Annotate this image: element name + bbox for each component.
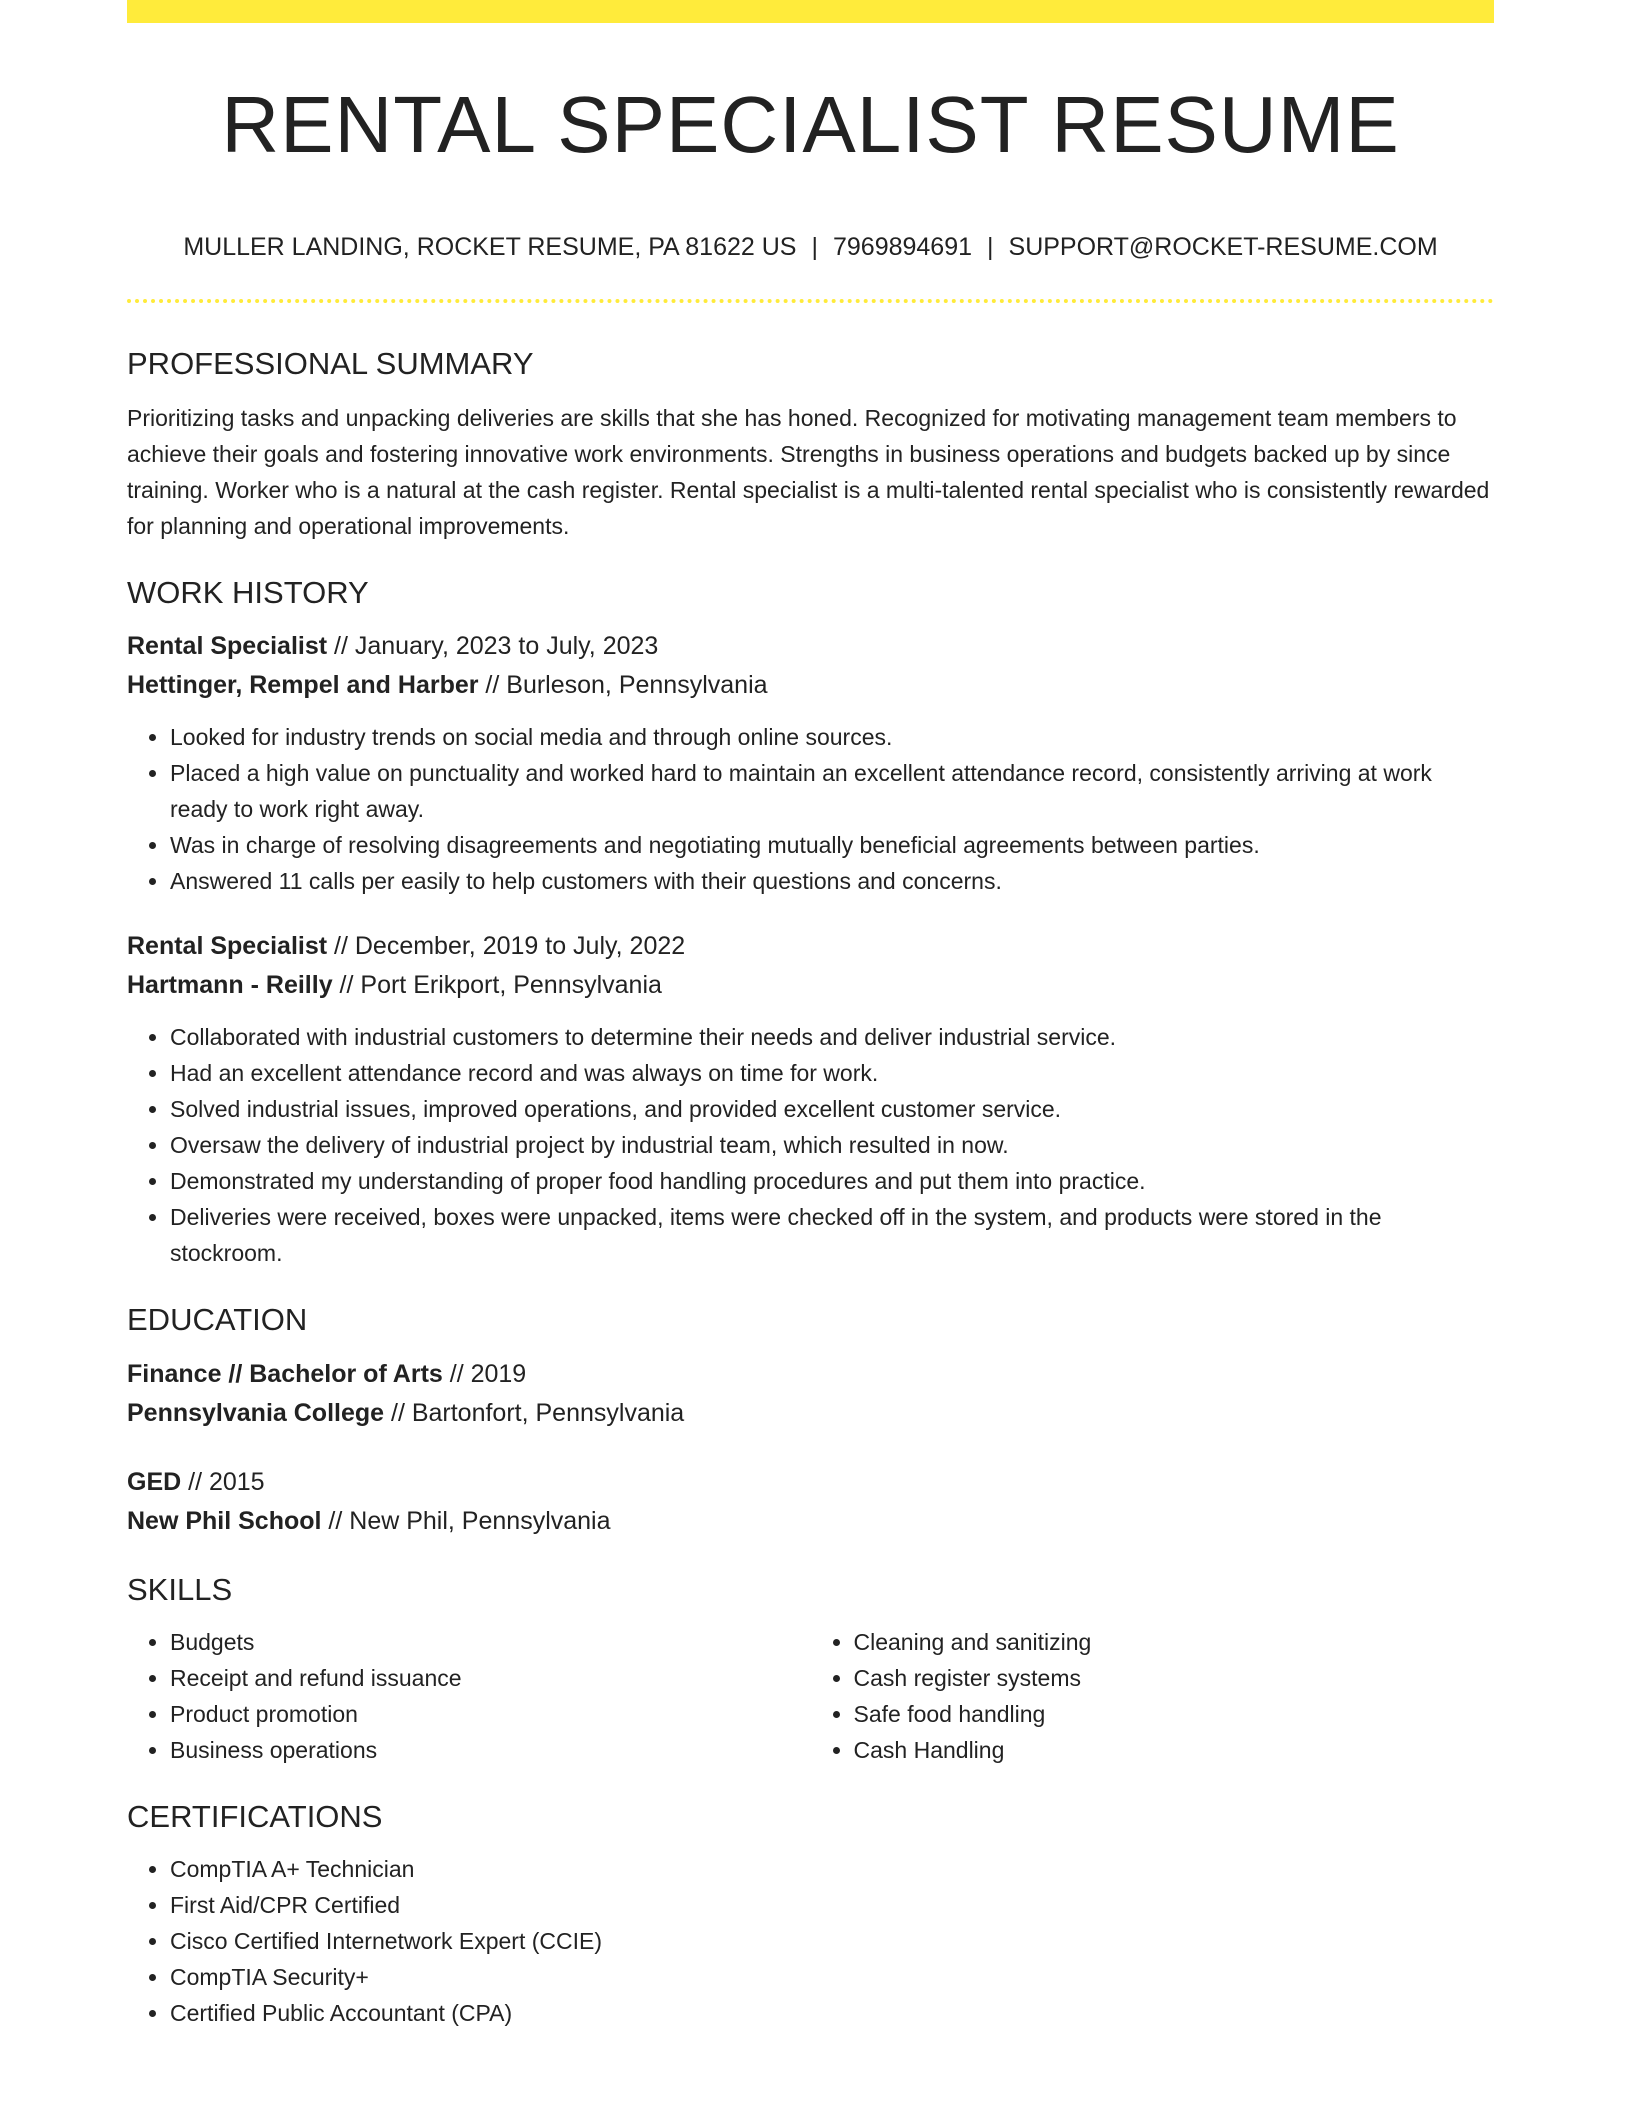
- certifications-list: [127, 1851, 1494, 2031]
- list-item: • Deliveries were received, boxes were unpacked, items were checked off in the system, and products were stored in the stockroom.: [170, 1199, 1494, 1271]
- list-item: • CompTIA Security+: [170, 1959, 1494, 1995]
- education-heading: EDUCATION: [127, 1302, 308, 1338]
- list-item: • Solved industrial issues, improved operations, and provided excellent customer service.: [170, 1091, 1494, 1127]
- job-company-line: [127, 666, 1494, 705]
- resume-page: [127, 0, 1494, 2031]
- job-location: // Port Erikport, Pennsylvania: [332, 971, 662, 1000]
- skills-list-left: [127, 1624, 811, 1768]
- skills-grid: [127, 1624, 1494, 1768]
- list-item: • First Aid/CPR Certified: [170, 1887, 1494, 1923]
- dotted-divider: [127, 299, 1494, 303]
- job-company: Hettinger, Rempel and Harber: [127, 671, 479, 700]
- contact-line: [127, 235, 1494, 260]
- contact-phone: 7969894691: [832, 233, 973, 261]
- list-item: • Business operations: [170, 1732, 811, 1768]
- education-school-line: [127, 1394, 1494, 1433]
- job-title-line: [127, 927, 1494, 966]
- list-item: • Answered 11 calls per easily to help customers with their questions and concerns.: [170, 863, 1494, 899]
- education-entry: [127, 1463, 1494, 1541]
- list-item: • Looked for industry trends on social media and through online sources.: [170, 719, 1494, 755]
- list-item: • Product promotion: [170, 1696, 811, 1732]
- education-school: Pennsylvania College: [127, 1398, 385, 1427]
- contact-email: SUPPORT@ROCKET-RESUME.COM: [1008, 233, 1438, 261]
- contact-separator: |: [811, 233, 818, 261]
- education-degree: GED: [127, 1467, 182, 1496]
- skills-list-right: [811, 1624, 1495, 1768]
- job-location: // Burleson, Pennsylvania: [478, 671, 768, 700]
- job-entry: [127, 627, 1494, 899]
- education-degree-line: [127, 1355, 1494, 1394]
- list-item: • Cleaning and sanitizing: [854, 1624, 1495, 1660]
- skills-heading: SKILLS: [127, 1571, 233, 1607]
- list-item: • Certified Public Accountant (CPA): [170, 1995, 1494, 2031]
- list-item: • Receipt and refund issuance: [170, 1660, 811, 1696]
- job-company: Hartmann - Reilly: [127, 971, 333, 1000]
- list-item: • Cash register systems: [854, 1660, 1495, 1696]
- education-school-line: [127, 1502, 1494, 1541]
- list-item: • Safe food handling: [854, 1696, 1495, 1732]
- job-dates: // December, 2019 to July, 2022: [327, 932, 686, 961]
- summary-heading: PROFESSIONAL SUMMARY: [127, 346, 534, 381]
- job-company-line: [127, 966, 1494, 1005]
- list-item: • Cisco Certified Internetwork Expert (CCIE): [170, 1923, 1494, 1959]
- education-degree: Finance // Bachelor of Arts: [127, 1359, 443, 1388]
- education-entry: [127, 1355, 1494, 1433]
- job-title: Rental Specialist: [127, 932, 328, 961]
- job-title-line: [127, 627, 1494, 666]
- contact-address: MULLER LANDING, ROCKET RESUME, PA 81622 US: [183, 233, 797, 261]
- list-item: • CompTIA A+ Technician: [170, 1851, 1494, 1887]
- job-bullets: [127, 719, 1494, 899]
- list-item: • Budgets: [170, 1624, 811, 1660]
- list-item: • Placed a high value on punctuality and worked hard to maintain an excellent attendance record, consistently arriving at work ready to work right away.: [170, 755, 1494, 827]
- work-history-heading: WORK HISTORY: [127, 575, 369, 611]
- education-year: // 2019: [442, 1359, 527, 1388]
- list-item: • Had an excellent attendance record and was always on time for work.: [170, 1055, 1494, 1091]
- education-degree-line: [127, 1463, 1494, 1502]
- job-dates: // January, 2023 to July, 2023: [327, 632, 659, 661]
- list-item: • Cash Handling: [854, 1732, 1495, 1768]
- education-school: New Phil School: [127, 1506, 322, 1535]
- top-accent-bar: [127, 0, 1494, 23]
- job-bullets: [127, 1019, 1494, 1271]
- job-entry: [127, 927, 1494, 1271]
- education-year: // 2015: [181, 1467, 265, 1496]
- education-location: // Bartonfort, Pennsylvania: [384, 1398, 685, 1427]
- list-item: • Was in charge of resolving disagreements and negotiating mutually beneficial agreements between parties.: [170, 827, 1494, 863]
- list-item: • Demonstrated my understanding of proper food handling procedures and put them into practice.: [170, 1163, 1494, 1199]
- list-item: • Collaborated with industrial customers to determine their needs and deliver industrial service.: [170, 1019, 1494, 1055]
- contact-separator: |: [987, 233, 994, 261]
- education-location: // New Phil, Pennsylvania: [321, 1506, 611, 1535]
- certifications-heading: CERTIFICATIONS: [127, 1798, 383, 1834]
- list-item: • Oversaw the delivery of industrial project by industrial team, which resulted in now.: [170, 1127, 1494, 1163]
- summary-text: Prioritizing tasks and unpacking deliveries are skills that she has honed. Recognized for motivating management team members to achieve their goals and fostering innovative work environments. Strengths in business operations and budgets backed up by since training. Worker who is a natural at the cash register. Rental specialist is a multi-talented rental specialist who is consistently rewarded for planning and operational improvements.: [127, 405, 1490, 540]
- job-title: Rental Specialist: [127, 632, 328, 661]
- resume-title: RENTAL SPECIALIST RESUME: [221, 80, 1400, 169]
